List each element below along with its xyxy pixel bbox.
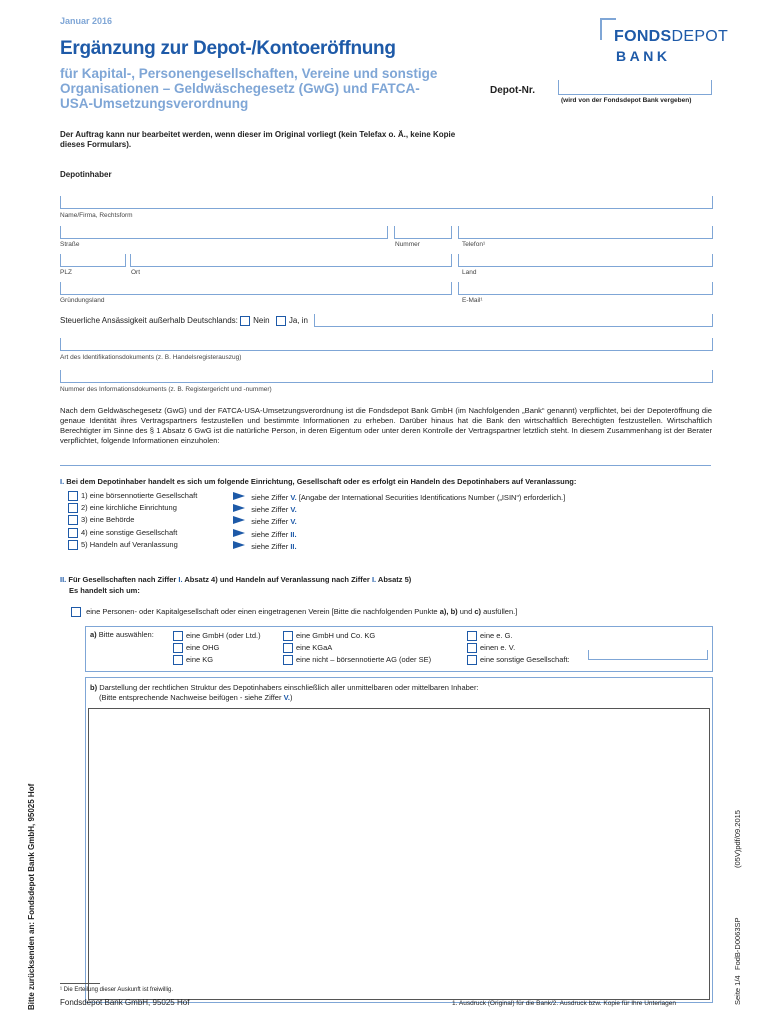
tax-country-field[interactable] bbox=[314, 314, 713, 327]
name-field[interactable] bbox=[60, 196, 713, 209]
option-und: und bbox=[459, 607, 473, 616]
form-version: (05V)pdf/09.2015 bbox=[733, 810, 742, 868]
option-3-label: 3) eine Behörde bbox=[81, 515, 135, 525]
depot-nr-note: (wird von der Fondsdepot Bank vergeben) bbox=[561, 97, 692, 104]
arrow-right-icon bbox=[233, 516, 245, 524]
footer-address: Fondsdepot Bank GmbH, 95025 Hof bbox=[60, 998, 190, 1007]
ref-prefix: siehe Ziffer bbox=[251, 529, 289, 539]
a-text: Bitte auswählen: bbox=[98, 630, 154, 639]
option-ref-a: a), bbox=[439, 607, 449, 616]
company-options-col2 bbox=[283, 630, 431, 666]
section-2-heading bbox=[60, 574, 411, 596]
arrow-right-icon bbox=[233, 492, 245, 500]
company-options-col3 bbox=[467, 630, 570, 666]
city-field[interactable] bbox=[130, 254, 452, 267]
option-text-end: ausfüllen.] bbox=[483, 607, 518, 616]
id-number-label: Nummer des Informationsdokuments (z. B. Registergericht und -nummer) bbox=[60, 386, 272, 393]
other-company-label: eine sonstige Gesellschaft: bbox=[480, 655, 570, 664]
phone-field[interactable] bbox=[458, 226, 713, 239]
ag-label: eine nicht – börsennotierte AG (oder SE) bbox=[296, 655, 432, 664]
eg-checkbox[interactable] bbox=[467, 631, 477, 641]
option-2-label: 2) eine kirchliche Einrichtung bbox=[81, 503, 177, 513]
ev-checkbox[interactable] bbox=[467, 643, 477, 653]
depot-nr-label: Depot-Nr. bbox=[490, 85, 535, 96]
ref-prefix: siehe Ziffer bbox=[251, 505, 289, 515]
kg-label: eine KG bbox=[186, 655, 214, 664]
bank-logo bbox=[600, 18, 729, 66]
tax-yes-label: Ja, in bbox=[288, 316, 308, 326]
tax-no-checkbox[interactable] bbox=[240, 316, 250, 326]
option-1-label: 1) eine börsennotierte Gesellschaft bbox=[81, 491, 198, 500]
ohg-checkbox[interactable] bbox=[173, 643, 183, 653]
logo-word-regular: DEPOT bbox=[671, 28, 729, 45]
ohg-label: eine OHG bbox=[186, 643, 220, 652]
founding-country-label: Gründungsland bbox=[60, 297, 105, 304]
a-label: a) bbox=[90, 630, 97, 639]
kg-checkbox[interactable] bbox=[173, 655, 183, 665]
ag-checkbox[interactable] bbox=[283, 655, 293, 665]
legal-paragraph: Nach dem Geldwäschegesetz (GwG) und der FATCA-USA-Umsetzungsverordnung ist die Fondsdepot Bank GmbH (im Nachfolgenden „Bank“ genannt) verpflichtet, bei der Depoteröffnung die genaue Identität ihres Vertragspartners festzustellen und bestimmte Informationen zu erheben. Darüber hinaus hat die Bank den wirtschaftlich Berechtigten festzustellen. Wirtschaftlich Berechtigter im Sinne des § 1 Absatz 6 GwG ist die natürliche Person, in deren Eigentum oder unter deren Kontrolle der Vertragspartner letztlich steht. In diesem Zusammenhang ist der Berater verpflichtet, folgende Informationen einzuholen: bbox=[60, 406, 712, 445]
section-1-references bbox=[233, 492, 565, 553]
arrow-right-icon bbox=[233, 529, 245, 537]
option-ref-b: b) bbox=[450, 607, 458, 616]
list-item bbox=[68, 515, 197, 527]
option-text: eine Personen- oder Kapitalgesellschaft oder einen eingetragenen Verein [Bitte die nachfolgenden Punkte bbox=[86, 607, 438, 616]
section-2-option bbox=[71, 607, 517, 617]
arrow-right-icon bbox=[233, 504, 245, 512]
section-2-numeral: II. bbox=[60, 575, 67, 584]
option-4-checkbox[interactable] bbox=[68, 528, 78, 538]
section-1-heading bbox=[60, 477, 576, 486]
eg-label: eine e. G. bbox=[480, 631, 513, 640]
footer-copies-note: 1. Ausdruck (Original) für die Bank/2. Ausdruck bzw. Kopie für Ihre Unterlagen bbox=[452, 1000, 677, 1007]
tax-no-label: Nein bbox=[253, 316, 270, 326]
kgaa-checkbox[interactable] bbox=[283, 643, 293, 653]
gmbh-label: eine GmbH (oder Ltd.) bbox=[186, 631, 261, 640]
option-5-label: 5) Handeln auf Veranlassung bbox=[81, 539, 178, 549]
gmbh-co-kg-checkbox[interactable] bbox=[283, 631, 293, 641]
form-date: Januar 2016 bbox=[60, 16, 113, 26]
id-number-field[interactable] bbox=[60, 370, 713, 383]
phone-label: Telefon¹ bbox=[462, 241, 486, 248]
option-1-checkbox[interactable] bbox=[68, 491, 78, 501]
arrow-right-icon bbox=[233, 541, 245, 549]
ref-suffix: [Angabe der International Securities Identifications Number („ISIN“) erforderlich.] bbox=[298, 493, 566, 502]
company-type-checkbox[interactable] bbox=[71, 607, 81, 617]
city-label: Ort bbox=[131, 269, 141, 276]
ref-prefix: siehe Ziffer bbox=[251, 493, 289, 502]
return-address-vertical: Bitte zurücksenden an: Fondsdepot Bank GmbH, 95025 Hof bbox=[27, 783, 36, 1010]
country-label: Land bbox=[462, 269, 477, 276]
plz-field[interactable] bbox=[60, 254, 126, 267]
ref-numeral: V. bbox=[290, 493, 297, 502]
structure-textarea[interactable] bbox=[88, 708, 710, 1000]
b-note: (Bitte entsprechende Nachweise beifügen - siehe Ziffer bbox=[99, 693, 282, 702]
email-field[interactable] bbox=[458, 282, 713, 295]
ref-numeral: V. bbox=[290, 517, 297, 527]
section-2-heading-e: Absatz 5) bbox=[377, 575, 412, 584]
section-a-label bbox=[90, 630, 154, 639]
kgaa-label: eine KGaA bbox=[296, 643, 333, 652]
page-number: Seite 1/4 bbox=[733, 975, 742, 1005]
b-text: Darstellung der rechtlichen Struktur des Depotinhabers einschließlich aller unmittelbaren oder mittelbaren Inhaber: bbox=[99, 683, 479, 692]
option-2-checkbox[interactable] bbox=[68, 503, 78, 513]
section-1-options bbox=[68, 491, 197, 552]
tax-residency-row bbox=[60, 316, 308, 326]
id-doc-field[interactable] bbox=[60, 338, 713, 351]
ref-numeral: II. bbox=[290, 529, 297, 539]
original-notice: Der Auftrag kann nur bearbeitet werden, wenn dieser im Original vorliegt (kein Telefax o. Ä., keine Kopie dieses Formulars). bbox=[60, 130, 456, 149]
page-title: Ergänzung zur Depot-/Kontoeröffnung bbox=[60, 38, 396, 59]
number-label: Nummer bbox=[395, 241, 420, 248]
section-2-heading-ref-2: I. bbox=[371, 575, 377, 584]
form-id: FodB-D0063SP bbox=[733, 917, 742, 970]
section-heading-depotinhaber: Depotinhaber bbox=[60, 170, 112, 179]
section-2-heading-a: Für Gesellschaften nach Ziffer bbox=[68, 575, 177, 584]
logo-word-bold: FONDS bbox=[614, 28, 672, 45]
section-b-text bbox=[90, 683, 479, 703]
company-options-col1 bbox=[173, 630, 261, 666]
ref-prefix: siehe Ziffer bbox=[251, 541, 289, 551]
street-label: Straße bbox=[60, 241, 80, 248]
other-company-field[interactable] bbox=[588, 650, 708, 660]
ref-numeral: V. bbox=[290, 505, 297, 515]
street-field[interactable] bbox=[60, 226, 388, 239]
gmbh-checkbox[interactable] bbox=[173, 631, 183, 641]
founding-country-field[interactable] bbox=[60, 282, 452, 295]
list-item bbox=[68, 491, 197, 503]
option-3-checkbox[interactable] bbox=[68, 515, 78, 525]
other-company-checkbox[interactable] bbox=[467, 655, 477, 665]
section-1-heading-text: Bei dem Depotinhaber handelt es sich um folgende Einrichtung, Gesellschaft oder es erfolgt ein Handeln des Depotinhabers auf Veranlassung: bbox=[66, 477, 577, 486]
gmbh-co-kg-label: eine GmbH und Co. KG bbox=[296, 631, 376, 640]
ref-prefix: siehe Ziffer bbox=[251, 517, 289, 527]
b-label: b) bbox=[90, 683, 98, 692]
footnote-separator bbox=[60, 983, 100, 984]
page-subtitle: für Kapital-, Personengesellschaften, Vereine und sonstige Organisationen – Geldwäschegesetz (GwG) und FATCA-USA-Umsetzungsverordnung bbox=[60, 66, 438, 111]
house-number-field[interactable] bbox=[394, 226, 452, 239]
section-2-heading-line2: Es handelt sich um: bbox=[69, 586, 140, 595]
tax-residency-label: Steuerliche Ansässigkeit außerhalb Deutschlands: bbox=[60, 316, 238, 326]
footnote: ¹ Die Erteilung dieser Auskunft ist freiwillig. bbox=[60, 987, 174, 993]
email-label: E-Mail¹ bbox=[462, 297, 483, 304]
section-2-heading-ref-1: I. bbox=[178, 575, 183, 584]
ref-numeral: II. bbox=[290, 541, 297, 551]
list-item bbox=[68, 540, 197, 552]
ev-label: einen e. V. bbox=[480, 643, 516, 652]
divider bbox=[60, 465, 711, 466]
option-5-checkbox[interactable] bbox=[68, 540, 78, 550]
section-2-heading-c: Absatz 4) und Handeln auf Veranlassung nach Ziffer bbox=[184, 575, 370, 584]
b-note-ref: V. bbox=[283, 693, 290, 702]
list-item bbox=[68, 528, 197, 540]
b-note-end: ) bbox=[289, 693, 293, 702]
option-4-label: 4) eine sonstige Gesellschaft bbox=[81, 527, 178, 537]
tax-yes-checkbox[interactable] bbox=[276, 316, 286, 326]
country-field[interactable] bbox=[458, 254, 713, 267]
option-ref-c: c) bbox=[474, 607, 482, 616]
depot-nr-field[interactable] bbox=[558, 80, 712, 95]
id-doc-label: Art des Identifikationsdokuments (z. B. Handelsregisterauszug) bbox=[60, 354, 242, 361]
plz-label: PLZ bbox=[60, 269, 72, 276]
section-1-numeral: I. bbox=[60, 477, 65, 486]
list-item bbox=[68, 503, 197, 515]
name-label: Name/Firma, Rechtsform bbox=[60, 212, 133, 219]
logo-word-bank: BANK bbox=[616, 48, 671, 64]
